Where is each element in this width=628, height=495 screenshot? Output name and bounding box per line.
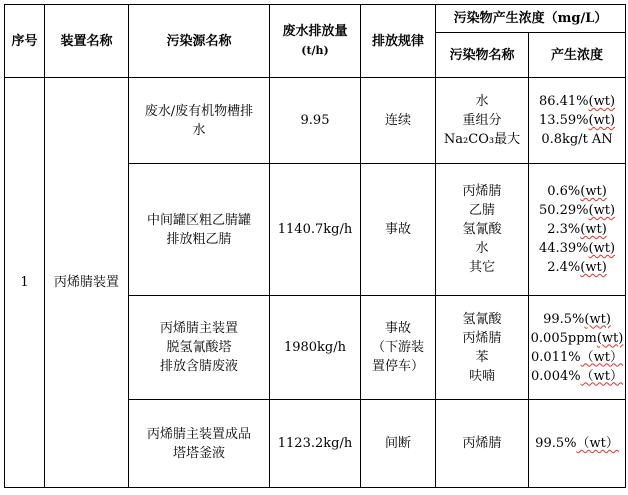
pattern-cell: 间断 xyxy=(361,400,436,488)
amount-cell: 1980kg/h xyxy=(270,296,361,400)
header-concentration: 污染物产生浓度（mg/L） xyxy=(436,5,626,33)
amount-cell: 9.95 xyxy=(270,78,361,164)
source-cell: 中间罐区粗乙腈罐 排放粗乙腈 xyxy=(129,164,270,296)
table-row xyxy=(5,78,626,164)
group-device-cell: 丙烯腈装置 xyxy=(45,78,129,488)
pattern-cell: 连续 xyxy=(361,78,436,164)
pollutant-cell: 氢氰酸 丙烯腈 苯 呋喃 xyxy=(436,296,529,400)
source-cell: 丙烯腈主装置成品 塔塔釜液 xyxy=(129,400,270,488)
value-cell: 86.41%(wt) 13.59%(wt) 0.8kg/t AN xyxy=(529,78,626,164)
header-output-concentration: 产生浓度 xyxy=(529,33,626,78)
header-discharge-pattern: 排放规律 xyxy=(361,5,436,78)
pattern-cell: 事故 xyxy=(361,164,436,296)
amount-cell: 1123.2kg/h xyxy=(270,400,361,488)
source-cell: 废水/废有机物槽排 水 xyxy=(129,78,270,164)
group-seq-cell: 1 xyxy=(5,78,45,488)
pattern-cell: 事故 （下游装 置停车） xyxy=(361,296,436,400)
header-pollutant-name: 污染物名称 xyxy=(436,33,529,78)
header-seq: 序号 xyxy=(5,5,45,78)
header-device-name: 装置名称 xyxy=(45,5,129,78)
header-source-name: 污染源名称 xyxy=(129,5,270,78)
pollutant-cell: 丙烯腈 xyxy=(436,400,529,488)
source-cell: 丙烯腈主装置 脱氢氰酸塔 排放含腈废液 xyxy=(129,296,270,400)
amount-cell: 1140.7kg/h xyxy=(270,164,361,296)
value-cell: 99.5%(wt) 0.005ppm(wt) 0.011%（wt） 0.004%（wt） xyxy=(529,296,626,400)
header-discharge-amount: 废水排放量 (t/h) xyxy=(270,5,361,78)
value-cell: 0.6%(wt) 50.29%(wt) 2.3%(wt) 44.39%(wt) 2.4%(wt) xyxy=(529,164,626,296)
pollutant-cell: 丙烯腈 乙腈 氢氰酸 水 其它 xyxy=(436,164,529,296)
value-cell: 99.5%（wt） xyxy=(529,400,626,488)
pollutant-cell: 水 重组分 Na₂CO₃最大 xyxy=(436,78,529,164)
pollution-source-table xyxy=(4,4,626,488)
